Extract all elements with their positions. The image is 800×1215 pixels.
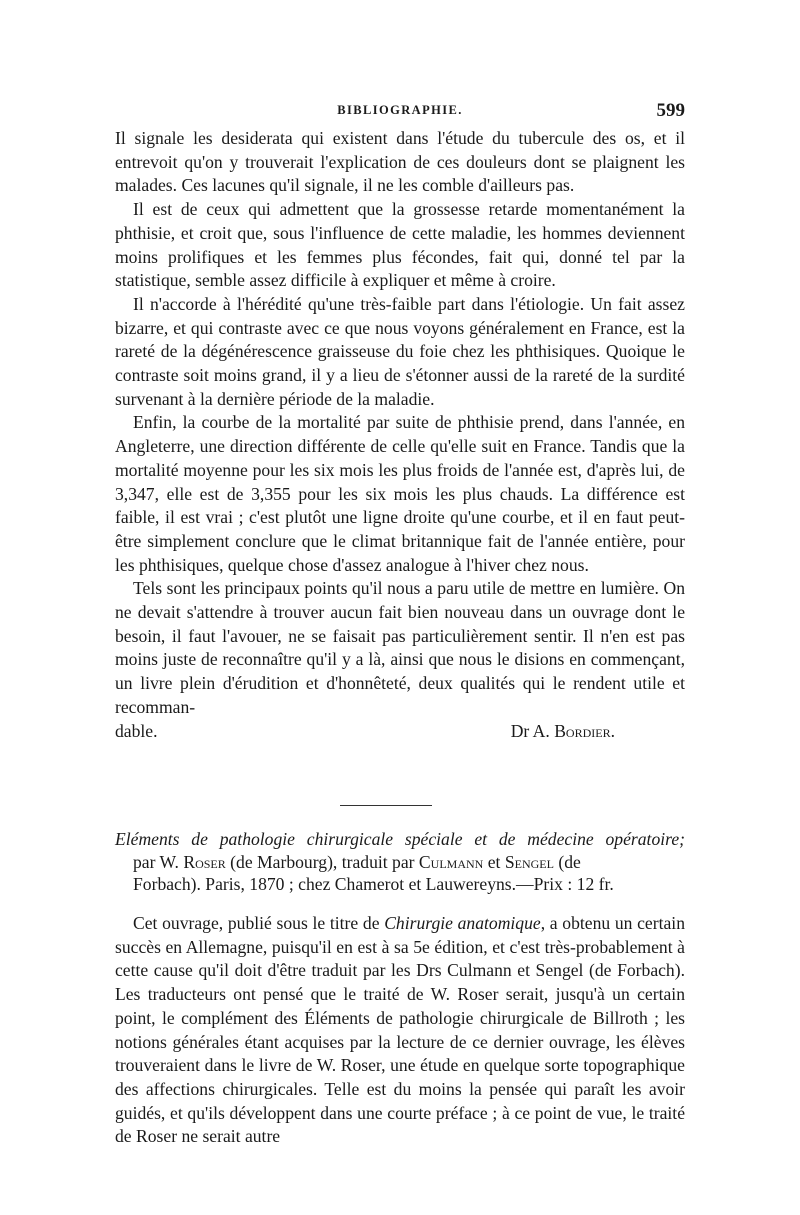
closing-word: dable. — [115, 720, 158, 741]
signature-prefix: Dr A. — [510, 720, 555, 741]
paragraph: Il est de ceux qui admettent que la grossesse retarde momentanément la phthisie, et croit que, sous l'influence de cette maladie, les hommes deviennent moins prolifiques et les femmes plus fécondes, fait qui, donné tel par la statistique, semble assez difficile à expliquer et même à croire. — [115, 199, 685, 291]
book-review — [115, 912, 685, 1149]
author-prefix: par W. — [133, 851, 184, 872]
paragraph: Il n'accorde à l'hérédité qu'une très-faible part dans l'étiologie. Un fait assez bizarre, et qui contraste avec ce que nous voyons généralement en France, est la rareté de la dégénérescence graisseuse du foie chez les phthisiques. Quoique le contraste soit moins grand, il y a lieu de s'étonner aussi de la rareté de la surdité survenant à la dernière période de la maladie. — [115, 293, 685, 409]
signature-name: Bordier. — [554, 720, 615, 741]
running-head — [115, 100, 685, 124]
translator-1: Culmann — [418, 851, 484, 872]
review-continuation — [115, 127, 685, 743]
paragraph — [115, 912, 685, 1149]
paragraph: Enfin, la courbe de la mortalité par suite de phthisie prend, dans l'année, en Angleterre, une direction différente de celle qu'elle suit en France. Tandis que la mortalité moyenne pour les six mois les plus froids de l'année est, d'après lui, de 3,347, elle est de 3,355 pour les six mois les plus chauds. La différence est faible, il est vrai ; c'est plutôt une ligne droite qu'une courbe, et il en faut peut-être simplement conclure que le climat britannique fait de l'année entière, pour les phthisiques, quelque chose d'assez analogue à l'hiver chez nous. — [115, 412, 685, 575]
author-mid: (de Marbourg), traduit par — [225, 851, 419, 872]
book-authors — [115, 851, 685, 874]
review-text-1: Cet ouvrage, publié sous le titre de — [133, 913, 385, 933]
translator-2: Sengel — [504, 851, 554, 872]
author-name: Roser — [183, 851, 226, 872]
review-italic-title: Chirurgie anatomique — [384, 913, 541, 933]
running-title: BIBLIOGRAPHIE. — [337, 103, 463, 117]
and-word: et — [483, 851, 505, 872]
paragraph: Il signale les desiderata qui existent dans l'étude du tubercule des os, et il entrevoit qu'on y trouverait l'explication de ces douleurs dont se plaignent les malades. Ces lacunes qu'il signale, il ne les comble d'ailleurs pas. — [115, 128, 685, 196]
paragraph: Tels sont les principaux points qu'il nous a paru utile de mettre en lumière. On ne devait s'attendre à trouver aucun fait bien nouveau dans un ouvrage dont le besoin, il faut l'avouer, ne se faisait pas particulièrement sentir. Il n'en est pas moins juste de reconnaître qu'il y a là, ainsi que nous le disions en commençant, un livre plein d'érudition et d'honnêteté, deux qualités qui le rendent utile et recomman- — [115, 578, 685, 717]
publication-info: Forbach). Paris, 1870 ; chez Chamerot et Lauwereyns.—Prix : 12 fr. — [133, 874, 614, 894]
closing-line — [115, 720, 685, 744]
reviewer-signature — [511, 720, 685, 744]
book-title: Eléments de pathologie chirurgicale spéciale et de médecine opératoire; — [115, 829, 685, 849]
review-text-2: , a obtenu un certain succès en Allemagne, puisqu'il en est à sa 5e édition, et c'est très-probablement à cette cause qu'il doit d'être traduit par les Drs Culmann et Sengel (de Forbach). Les traducteurs ont pensé que le traité de W. Roser serait, jusqu'à un certain point, le complément des Éléments de pathologie chirurgicale de Billroth ; les notions générales étant acquises par la lecture de ce dernier ouvrage, les élèves trouveraient dans le livre de W. Roser, une étude en quelque sorte topographique des affections chirurgicales. Telle est du moins la pensée qui paraît les avoir guidés, et qu'ils développent dans une courte préface ; à ce point de vue, le traité de Roser ne serait autre — [115, 913, 685, 1147]
section-divider — [340, 805, 432, 806]
translator-suffix: (de — [553, 851, 581, 872]
book-entry-heading — [115, 828, 685, 896]
page-number: 599 — [656, 100, 685, 121]
